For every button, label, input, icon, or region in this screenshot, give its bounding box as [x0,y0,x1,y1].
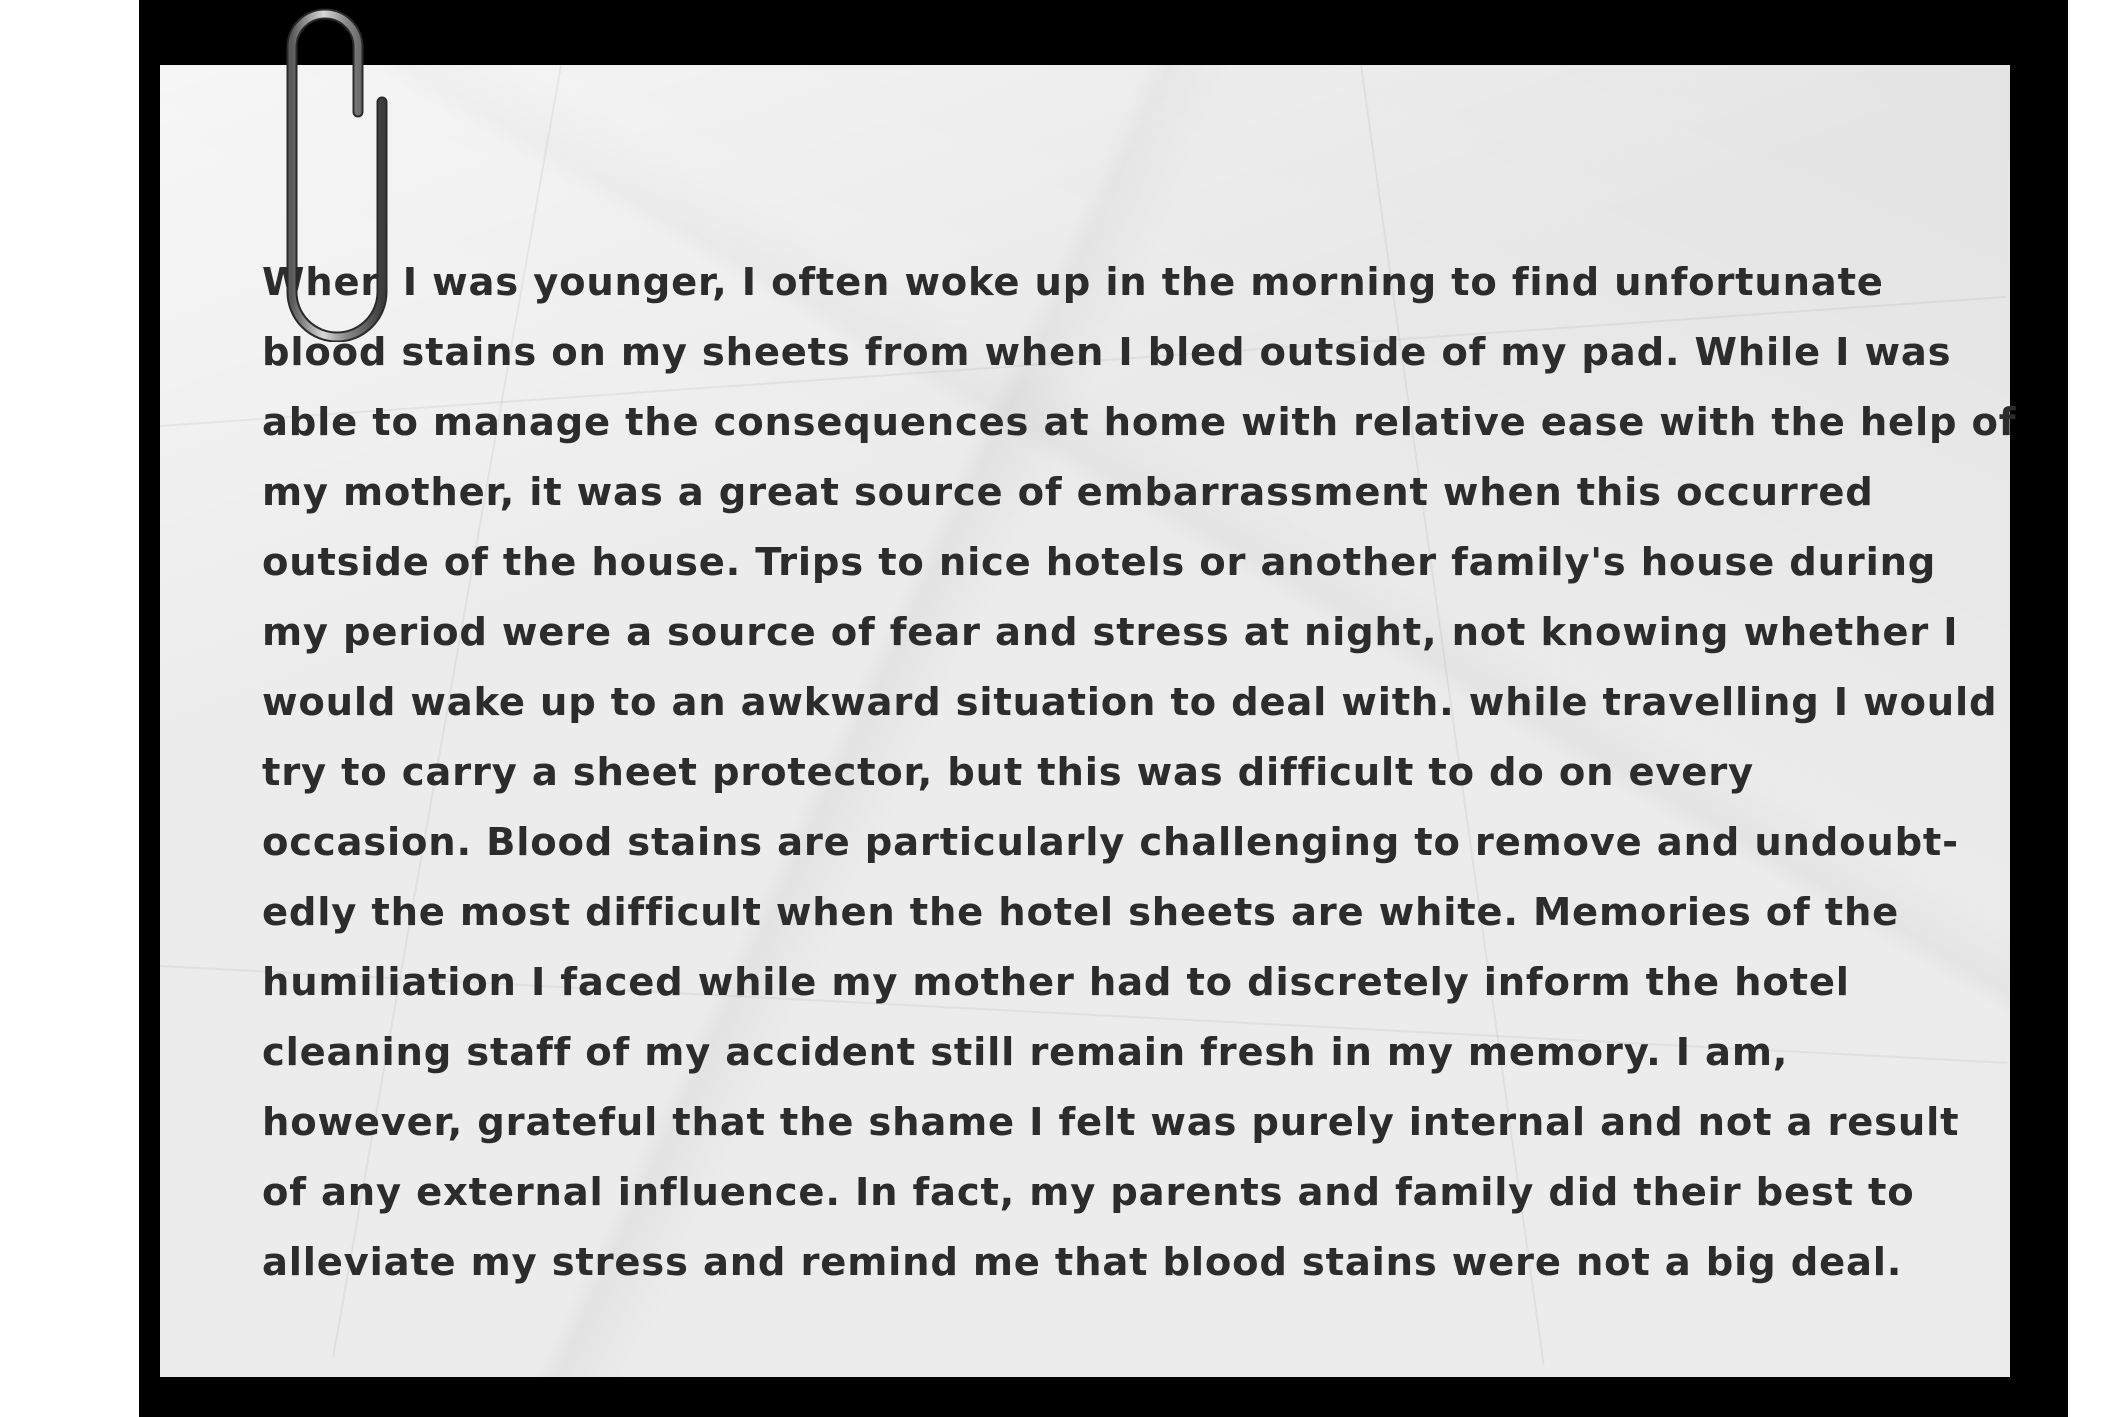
story-line: able to manage the consequences at home with relative ease with the help of [262,400,2017,445]
story-line: occasion. Blood stains are particularly challenging to remove and undoubt- [262,820,1959,865]
story-line: my mother, it was a great source of embarrassment when this occurred [262,470,1874,515]
story-line: outside of the house. Trips to nice hotels or another family's house during [262,540,1937,585]
story-line: edly the most difficult when the hotel sheets are white. Memories of the [262,890,1900,935]
story-line: my period were a source of fear and stress at night, not knowing whether I [262,610,1959,655]
story-line: however, grateful that the shame I felt was purely internal and not a result [262,1100,1960,1145]
paperclip-icon [278,2,388,342]
handwritten-story [262,248,2017,1298]
story-line: cleaning staff of my accident still remain fresh in my memory. I am, [262,1030,1789,1075]
story-line: would wake up to an awkward situation to deal with. while travelling I would [262,680,1998,725]
story-line: of any external influence. In fact, my parents and family did their best to [262,1170,1915,1215]
story-line: try to carry a sheet protector, but this was difficult to do on every [262,750,1754,795]
story-line: alleviate my stress and remind me that blood stains were not a big deal. [262,1240,1903,1285]
story-line: humiliation I faced while my mother had to discretely inform the hotel [262,960,1850,1005]
story-line: blood stains on my sheets from when I bled outside of my pad. While I was [262,330,1952,375]
story-line: When I was younger, I often woke up in the morning to find unfortunate [262,260,1884,305]
